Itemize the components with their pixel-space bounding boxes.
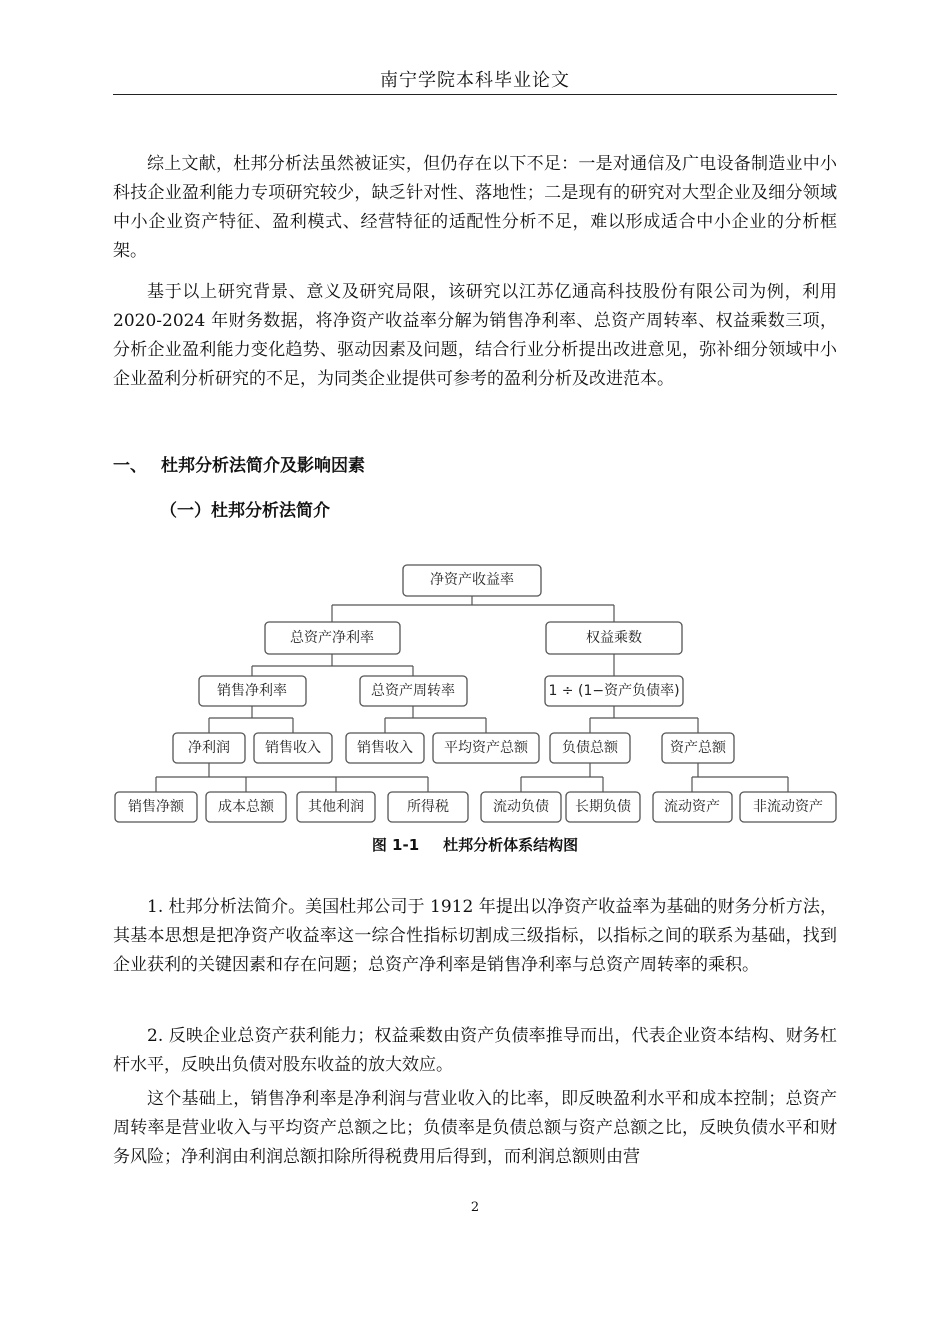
- node-equity-formula: [545, 676, 683, 706]
- node-total-assets: [662, 733, 734, 763]
- node-income-tax: [388, 792, 468, 822]
- node-net-profit: [173, 733, 245, 763]
- node-sales-amount: [115, 792, 197, 822]
- node-roe: [403, 565, 541, 596]
- svg-text:资产总额: 资产总额: [670, 740, 726, 756]
- paragraph-summary: 综上文献，杜邦分析法虽然被证实，但仍存在以下不足：一是对通信及广电设备制造业中小科技企业盈利能力专项研究较少，缺乏针对性、落地性；二是现有的研究对大型企业及细分领域中小企业资产特征、盈利模式、经营特征的适配性分析不足，难以形成适合中小企业的分析框架。: [113, 154, 837, 261]
- svg-text:销售收入: 销售收入: [265, 740, 321, 756]
- svg-text:平均资产总额: 平均资产总额: [444, 740, 528, 756]
- node-current-assets: [653, 792, 732, 822]
- section-title: 杜邦分析法简介及影响因素: [161, 456, 365, 476]
- figure-number: 图 1-1: [371, 836, 420, 854]
- running-header: 南宁学院本科毕业论文: [380, 70, 570, 91]
- svg-text:权益乘数: 权益乘数: [586, 630, 642, 646]
- svg-text:销售净利率: 销售净利率: [217, 683, 287, 699]
- node-sales-revenue-2: [346, 733, 424, 763]
- node-avg-total-assets: [433, 733, 539, 763]
- page-number: 2: [470, 1200, 480, 1215]
- subsection-heading: （一）杜邦分析法简介: [160, 501, 330, 521]
- svg-text:总资产周转率: 总资产周转率: [371, 683, 455, 699]
- node-sales-net-margin: [199, 676, 306, 706]
- svg-text:流动负债: 流动负债: [493, 799, 549, 815]
- figure-caption: [0, 834, 950, 855]
- svg-text:销售收入: 销售收入: [357, 740, 413, 756]
- paragraph-asset-profitability: 2. 反映企业总资产获利能力；权益乘数由资产负债率推导而出，代表企业资本结构、财务杠杆水平，反映出负债对股东收益的放大效应。: [113, 1026, 837, 1075]
- svg-text:流动资产: 流动资产: [664, 799, 720, 815]
- paragraph-research-basis: 基于以上研究背景、意义及研究局限，该研究以江苏亿通高科技股份有限公司为例，利用 2020-2024 年财务数据，将净资产收益率分解为销售净利率、总资产周转率、权益乘数三项，分析企业盈利能力变化趋势、驱动因素及问题，结合行业分析提出改进意见，弥补细分领域中小企业盈利分析研究的不足，为同类企业提供可参考的盈利分析及改进范本。: [113, 282, 837, 389]
- svg-text:成本总额: 成本总额: [218, 799, 274, 815]
- svg-text:负债总额: 负债总额: [562, 740, 618, 756]
- node-current-liabilities: [481, 792, 561, 822]
- section-number: 一、: [113, 456, 147, 476]
- svg-text:所得税: 所得税: [407, 799, 449, 815]
- svg-text:净资产收益率: 净资产收益率: [430, 572, 514, 588]
- node-total-cost: [206, 792, 286, 822]
- svg-text:总资产净利率: 总资产净利率: [290, 630, 374, 646]
- svg-text:其他利润: 其他利润: [308, 799, 364, 815]
- svg-text:销售净额: 销售净额: [128, 799, 184, 815]
- paragraph-dupont-intro: 1. 杜邦分析法简介。美国杜邦公司于 1912 年提出以净资产收益率为基础的财务分析方法，其基本思想是把净资产收益率这一综合性指标切割成三级指标，以指标之间的联系为基础，找到企业获利的关键因素和存在问题；总资产净利率是销售净利率与总资产周转率的乘积。: [113, 897, 837, 975]
- svg-text:长期负债: 长期负债: [575, 799, 631, 815]
- svg-text:1 ÷ (1−资产负债率): 1 ÷ (1−资产负债率): [548, 683, 680, 699]
- svg-text:非流动资产: 非流动资产: [753, 799, 823, 815]
- node-long-term-liabilities: [566, 792, 640, 822]
- node-total-asset-net-margin: [265, 622, 400, 654]
- paragraph-ratio-definitions: 这个基础上，销售净利率是净利润与营业收入的比率，即反映盈利水平和成本控制；总资产周转率是营业收入与平均资产总额之比；负债率是负债总额与资产总额之比，反映负债水平和财务风险；净利润由利润总额扣除所得税费用后得到，而利润总额则由营: [113, 1089, 837, 1167]
- figure-title: 杜邦分析体系结构图: [443, 836, 579, 854]
- node-non-current-assets: [740, 792, 836, 822]
- node-total-asset-turnover: [360, 676, 467, 706]
- node-other-profit: [297, 792, 375, 822]
- node-sales-revenue-1: [254, 733, 332, 763]
- node-equity-multiplier: [546, 622, 682, 654]
- svg-text:净利润: 净利润: [188, 740, 230, 756]
- node-total-liabilities: [550, 733, 630, 763]
